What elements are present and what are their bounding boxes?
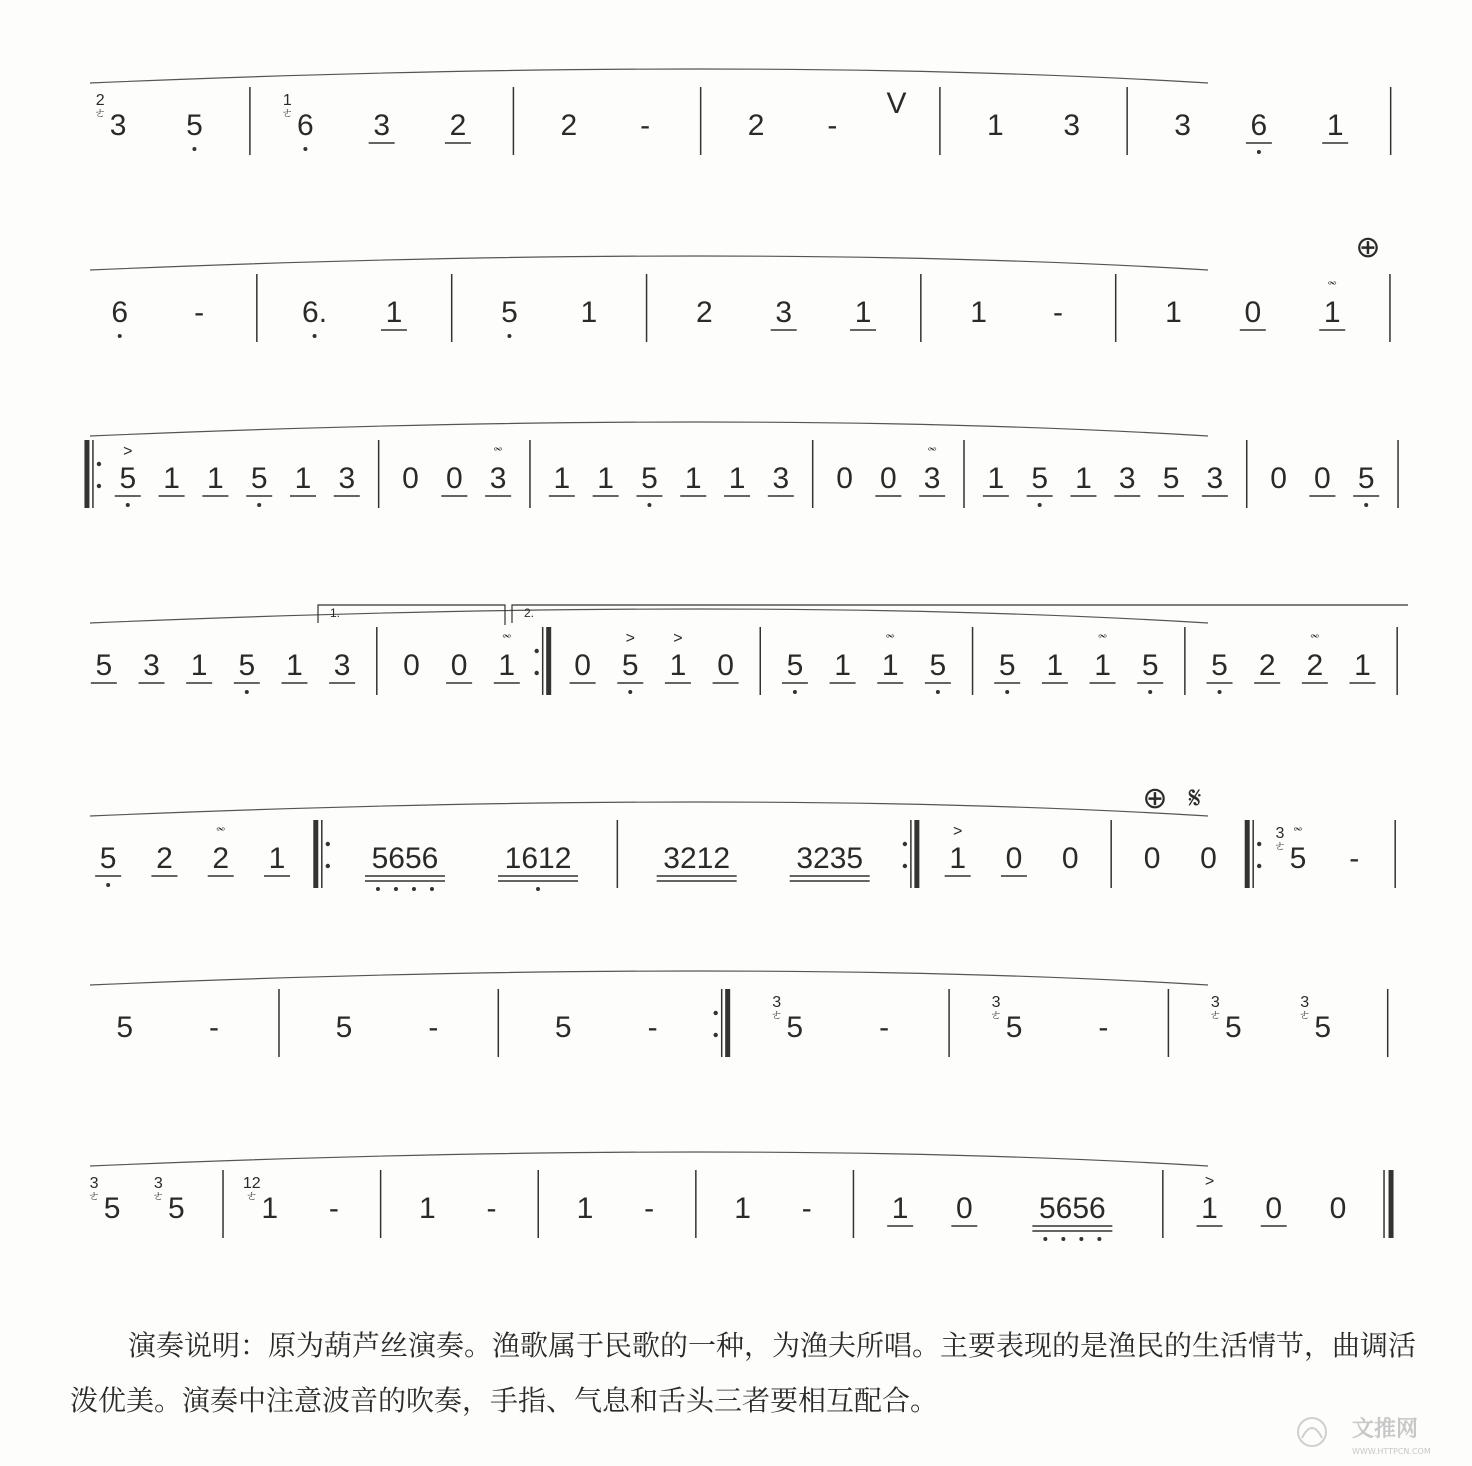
note: 0 (1061, 842, 1079, 875)
repeat-dot (713, 1011, 717, 1015)
note: 5 (116, 1011, 134, 1044)
note: - (647, 1011, 658, 1044)
note: 1 (580, 296, 598, 329)
note: 2 (1258, 649, 1276, 682)
note: 6 (297, 109, 314, 142)
note: 2 (695, 296, 713, 329)
note: 3 (1063, 109, 1081, 142)
note: 2 (1306, 649, 1324, 682)
note: 1 (418, 1192, 436, 1225)
note: 1 (881, 649, 899, 682)
mordent-mark: 𝆗 (502, 626, 512, 643)
lower-octave-dot (1218, 690, 1222, 694)
note: 3 (143, 649, 160, 682)
breath-mark: V (886, 87, 907, 120)
repeat-dot (1257, 864, 1261, 868)
note: 3 (338, 462, 356, 495)
lower-octave-dot (303, 147, 307, 151)
note: - (328, 1192, 339, 1225)
note: 1 (294, 462, 312, 495)
note: 1 (268, 842, 286, 875)
lower-octave-dot (1038, 503, 1042, 507)
lower-octave-dot (118, 334, 122, 338)
note: 3235 (796, 842, 864, 875)
volta-1-label: 1. (330, 606, 341, 620)
note: 1 (1165, 296, 1182, 329)
note: 5 (1162, 462, 1180, 495)
lower-octave-dot (245, 690, 249, 694)
note: 3 (1118, 462, 1136, 495)
note: 6 (111, 296, 129, 329)
note: 1 (1323, 296, 1341, 329)
note: - (801, 1192, 812, 1225)
note: 0 (1265, 1192, 1283, 1225)
note: 0 (1005, 842, 1023, 875)
grace-flag: ㄜ (1209, 1008, 1222, 1022)
watermark-url: WWW.HTTPCN.COM (1352, 1447, 1431, 1456)
note: - (1052, 296, 1063, 329)
note: 1 (498, 649, 516, 682)
note: 5 (238, 649, 256, 682)
note: 1 (684, 462, 702, 495)
grace-flag: ㄜ (152, 1189, 165, 1203)
note: 0 (402, 462, 419, 495)
lower-octave-dot (192, 147, 196, 151)
slur (90, 256, 1208, 270)
note: 5656 (1038, 1192, 1106, 1225)
lower-octave-dot (376, 887, 380, 891)
note: 0 (450, 649, 468, 682)
lower-octave-dot (1257, 150, 1261, 154)
mordent-mark: 𝆗 (493, 439, 503, 456)
grace-flag: ㄜ (1298, 1008, 1311, 1022)
lower-octave-dot (1097, 1237, 1101, 1241)
slur (90, 971, 1208, 985)
note: 0 (1270, 462, 1287, 495)
note: 1 (987, 462, 1005, 495)
note: 1 (1046, 649, 1064, 682)
grace-note: 3 (1275, 825, 1285, 842)
volta-2 (512, 605, 1408, 623)
note: 1 (1094, 649, 1111, 682)
note: 5 (998, 649, 1016, 682)
note: 5 (786, 649, 804, 682)
lower-octave-dot (1043, 1237, 1047, 1241)
note: 0 (1143, 842, 1161, 875)
mordent-mark: 𝆗 (1310, 626, 1320, 643)
lower-octave-dot (1364, 503, 1368, 507)
note: 1 (1354, 649, 1371, 682)
segno-mark: 𝄋 (1188, 782, 1202, 815)
watermark-logo (1290, 1408, 1465, 1462)
repeat-dot (903, 864, 907, 868)
lower-octave-dot (1061, 1237, 1065, 1241)
note: 6. (302, 296, 328, 329)
note: 1 (190, 649, 208, 682)
note: - (640, 109, 651, 142)
grace-note: 3 (1210, 994, 1220, 1011)
mordent-mark: 𝆗 (1098, 626, 1107, 643)
accent-mark: > (625, 630, 635, 647)
note: - (879, 1011, 890, 1044)
note: 3 (923, 462, 941, 495)
note: 5 (1314, 1011, 1332, 1044)
grace-note: 3 (1300, 994, 1310, 1011)
grace-flag: ㄜ (770, 1008, 783, 1022)
repeat-dot (534, 671, 538, 675)
lower-octave-dot (430, 887, 434, 891)
note: 1 (207, 462, 224, 495)
note: 1 (163, 462, 180, 495)
note: 0 (1314, 462, 1331, 495)
note: 2 (212, 842, 230, 875)
note: 0 (956, 1192, 973, 1225)
note: 1 (970, 296, 987, 329)
note: - (194, 296, 205, 329)
grace-flag: ㄜ (281, 106, 294, 120)
note: 5 (621, 649, 639, 682)
note: 2 (560, 109, 578, 142)
lower-octave-dot (313, 334, 317, 338)
mordent-mark: 𝆗 (885, 626, 895, 643)
grace-flag: ㄜ (245, 1189, 258, 1203)
volta-1 (318, 605, 505, 625)
note: 3 (772, 462, 790, 495)
note: 5 (929, 649, 947, 682)
note: 5656 (371, 842, 439, 875)
repeat-dot (97, 462, 101, 466)
note: 3 (333, 649, 351, 682)
lower-octave-dot (106, 883, 110, 887)
lower-octave-dot (647, 503, 651, 507)
accent-mark: > (952, 823, 963, 840)
note: 5 (99, 842, 117, 875)
coda-mark: ⊕ (1142, 782, 1168, 815)
note: 3 (489, 462, 507, 495)
note: 6 (1250, 109, 1268, 142)
note: 5 (641, 462, 658, 495)
grace-note: 2 (95, 92, 105, 109)
watermark-name: 文推网 (1352, 1417, 1419, 1442)
lower-octave-dot (536, 887, 540, 891)
note: 5 (1357, 462, 1375, 495)
note: - (1349, 842, 1360, 875)
note: 3 (775, 296, 793, 329)
performance-notes-text: 演奏说明：原为葫芦丝演奏。渔歌属于民歌的一种，为渔夫所唱。主要表现的是渔民的生活情节，曲调活泼优美。演奏中注意波音的吹奏，手指、气息和舌头三者要相互配合。 (70, 1329, 1417, 1417)
lower-octave-dot (1005, 690, 1009, 694)
grace-flag: ㄜ (1273, 839, 1286, 853)
repeat-dot (534, 649, 538, 653)
lower-octave-dot (1148, 690, 1152, 694)
accent-mark: > (1204, 1173, 1215, 1190)
mordent-mark: 𝆗 (1293, 819, 1303, 836)
grace-flag: ㄜ (94, 106, 107, 120)
note: 0 (1200, 842, 1217, 875)
note: 5 (1225, 1011, 1242, 1044)
grace-note: 3 (89, 1175, 99, 1192)
note: 1 (286, 649, 303, 682)
note: 5 (786, 1011, 804, 1044)
grace-note: 3 (153, 1175, 163, 1192)
note: 1 (385, 296, 403, 329)
note: 5 (1005, 1011, 1023, 1044)
note: 1 (553, 462, 571, 495)
performance-notes (70, 1318, 1430, 1428)
slur (90, 609, 1208, 623)
lower-octave-dot (126, 503, 130, 507)
note: - (486, 1192, 497, 1225)
note: 0 (1329, 1192, 1347, 1225)
grace-flag: ㄜ (88, 1189, 101, 1203)
lower-octave-dot (1079, 1237, 1083, 1241)
repeat-dot (1257, 842, 1261, 846)
note: 1 (834, 649, 851, 682)
volta-2-label: 2. (524, 606, 535, 620)
repeat-dot (97, 484, 101, 488)
note: 5 (335, 1011, 353, 1044)
grace-note: 1 (282, 92, 292, 109)
lower-octave-dot (507, 334, 511, 338)
accent-mark: > (123, 443, 133, 460)
note: 5 (250, 462, 268, 495)
note: - (1098, 1011, 1109, 1044)
lower-octave-dot (936, 690, 940, 694)
coda-mark: ⊕ (1355, 231, 1381, 264)
note: 1 (728, 462, 746, 495)
note: 0 (836, 462, 853, 495)
repeat-dot (326, 864, 330, 868)
note: 1612 (504, 842, 572, 875)
note: 1 (1075, 462, 1092, 495)
note: 1 (597, 462, 614, 495)
grace-note: 12 (242, 1175, 261, 1192)
note: 2 (156, 842, 173, 875)
note: - (827, 109, 838, 142)
note: 2 (747, 109, 765, 142)
lower-octave-dot (412, 887, 416, 891)
note: 0 (403, 649, 420, 682)
mordent-mark: 𝆗 (1327, 273, 1337, 290)
note: 3 (1206, 462, 1224, 495)
note: 5 (1211, 649, 1228, 682)
note: 5 (1289, 842, 1307, 875)
note: 0 (574, 649, 591, 682)
mordent-mark: 𝆗 (216, 819, 226, 836)
repeat-dot (326, 842, 330, 846)
note: 3 (1174, 109, 1191, 142)
grace-note: 3 (772, 994, 782, 1011)
note: 5 (119, 462, 137, 495)
note: 1 (261, 1192, 279, 1225)
mordent-mark: 𝆗 (927, 439, 937, 456)
note: - (428, 1011, 439, 1044)
note: 5 (1141, 649, 1159, 682)
repeat-dot (713, 1033, 717, 1037)
note: 1 (669, 649, 687, 682)
note: 5 (186, 109, 203, 142)
note: 0 (717, 649, 734, 682)
note: 1 (576, 1192, 594, 1225)
note: 5 (167, 1192, 185, 1225)
note: 2 (449, 109, 467, 142)
note: - (209, 1011, 220, 1044)
note: 0 (445, 462, 463, 495)
lower-octave-dot (628, 690, 632, 694)
slur (90, 69, 1208, 83)
note: 1 (891, 1192, 909, 1225)
note: 0 (1244, 296, 1262, 329)
note: 5 (1031, 462, 1049, 495)
lower-octave-dot (394, 887, 398, 891)
accent-mark: > (673, 630, 683, 647)
note: 1 (1326, 109, 1344, 142)
note: 1 (987, 109, 1004, 142)
note: 1 (949, 842, 967, 875)
slur (90, 1152, 1208, 1166)
lower-octave-dot (793, 690, 797, 694)
repeat-dot (903, 842, 907, 846)
note: 0 (880, 462, 897, 495)
note: 1 (734, 1192, 751, 1225)
grace-note: 3 (991, 994, 1001, 1011)
lower-octave-dot (257, 503, 261, 507)
note: 5 (501, 296, 518, 329)
grace-flag: ㄜ (990, 1008, 1003, 1022)
note: 3 (373, 109, 391, 142)
note: 1 (854, 296, 872, 329)
note: 5 (95, 649, 113, 682)
slur (90, 802, 1208, 816)
slur (90, 422, 1208, 436)
note: 3212 (663, 842, 731, 875)
note: - (644, 1192, 655, 1225)
note: 1 (1201, 1192, 1218, 1225)
note: 5 (554, 1011, 572, 1044)
note: 5 (103, 1192, 121, 1225)
note: 3 (109, 109, 127, 142)
